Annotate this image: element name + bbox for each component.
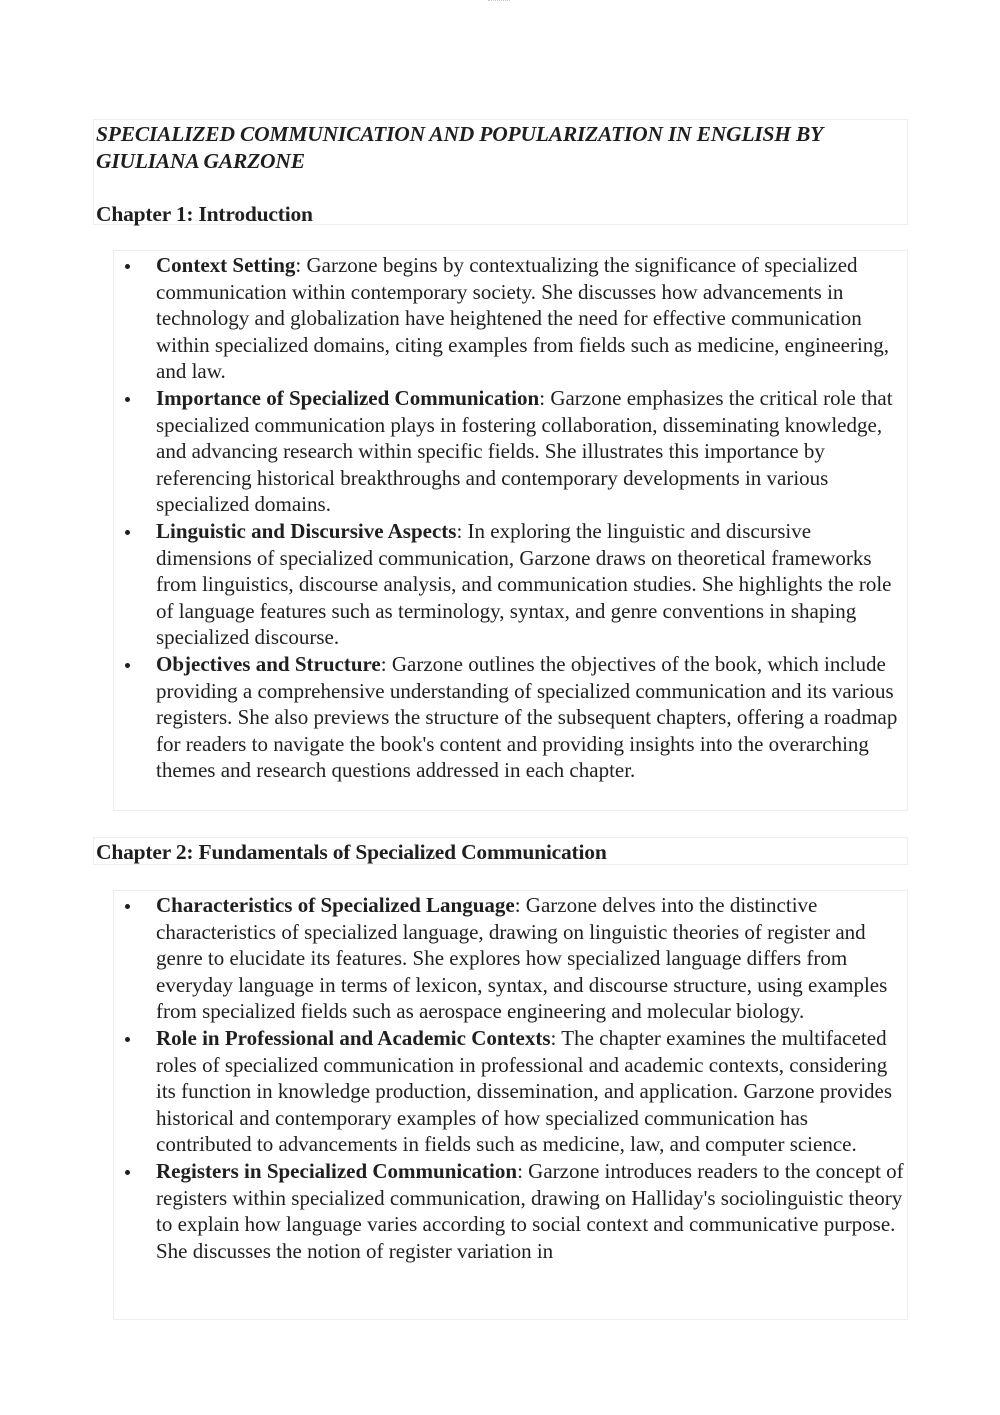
item-term: Role in Professional and Academic Contexts [156, 1025, 551, 1050]
list-item [114, 385, 907, 518]
list-item [114, 252, 907, 385]
chapter-2-bullet-list [113, 890, 908, 1320]
bullet-icon [125, 397, 130, 402]
item-term: Registers in Specialized Communication [156, 1158, 518, 1183]
bullet-icon [125, 663, 130, 668]
title-block [93, 119, 908, 225]
page-top-marker [488, 0, 510, 3]
bullet-icon [125, 904, 130, 909]
item-text: : Garzone outlines the objectives of the book, which include providing a comprehensive understanding of specialized communication and its various registers. She also previews the structure of the subsequent chapters, offering a roadmap for readers to navigate the book's content and providing insights into the overarching themes and research questions addressed in each chapter. [156, 651, 898, 783]
item-term: Characteristics of Specialized Language [156, 893, 515, 917]
bullet-icon [125, 1037, 130, 1042]
document-page [93, 119, 908, 1320]
bullet-icon [125, 530, 130, 535]
list-item [114, 1025, 907, 1158]
bullet-icon [125, 1170, 130, 1175]
item-text: : The chapter examines the multifaceted roles of specialized communication in professional and academic contexts, considering its function in knowledge production, dissemination, and application. Garzone provides historical and contemporary examples of how specialized communication has contributed to advancements in fields such as medicine, law, and computer science. [156, 1025, 893, 1157]
item-text: : Garzone delves into the distinctive characteristics of specialized language, drawing on linguistic theories of register and genre to elucidate its features. She explores how specialized language differs from everyday language in terms of lexicon, syntax, and discourse structure, using examples from specialized fields such as aerospace engineering and molecular biology. [156, 893, 888, 1024]
bullet-icon [125, 264, 130, 269]
item-term: Linguistic and Discursive Aspects [156, 518, 457, 543]
item-term: Objectives and Structure [156, 651, 381, 676]
chapter-2-heading: Chapter 2: Fundamentals of Specialized Communication [96, 840, 607, 864]
list-item [114, 651, 907, 784]
chapter-1-heading: Chapter 1: Introduction [96, 202, 313, 226]
item-text: : Garzone begins by contextualizing the significance of specialized communication within contemporary society. She discusses how advancements in technology and globalization have heightened the need for effective communication within specialized domains, citing examples from fields such as medicine, engineering, and law. [156, 253, 890, 384]
item-text: : Garzone emphasizes the critical role that specialized communication plays in fostering collaboration, disseminating knowledge, and advancing research within specific fields. She illustrates this importance by referencing historical breakthroughs and contemporary developments in various specialized domains. [156, 385, 893, 517]
item-text: : In exploring the linguistic and discursive dimensions of specialized communication, Garzone draws on theoretical frameworks from linguistics, discourse analysis, and communication studies. She highlights the role of language features such as terminology, syntax, and genre conventions in shaping specialized discourse. [156, 518, 892, 650]
list-item [114, 518, 907, 651]
list-item [114, 892, 907, 1025]
chapter-1-bullet-list [113, 250, 908, 811]
item-term: Context Setting [156, 253, 296, 277]
document-title: SPECIALIZED COMMUNICATION AND POPULARIZATION IN ENGLISH BY GIULIANA GARZONE [96, 122, 823, 173]
chapter-2-heading-block [93, 837, 908, 865]
list-item [114, 1158, 907, 1264]
item-text: : Garzone introduces readers to the concept of registers within specialized communication, drawing on Halliday's sociolinguistic theory to explain how language varies according to social context and communicative purpose. She discusses the notion of register variation in [156, 1158, 904, 1263]
item-term: Importance of Specialized Communication [156, 385, 540, 410]
